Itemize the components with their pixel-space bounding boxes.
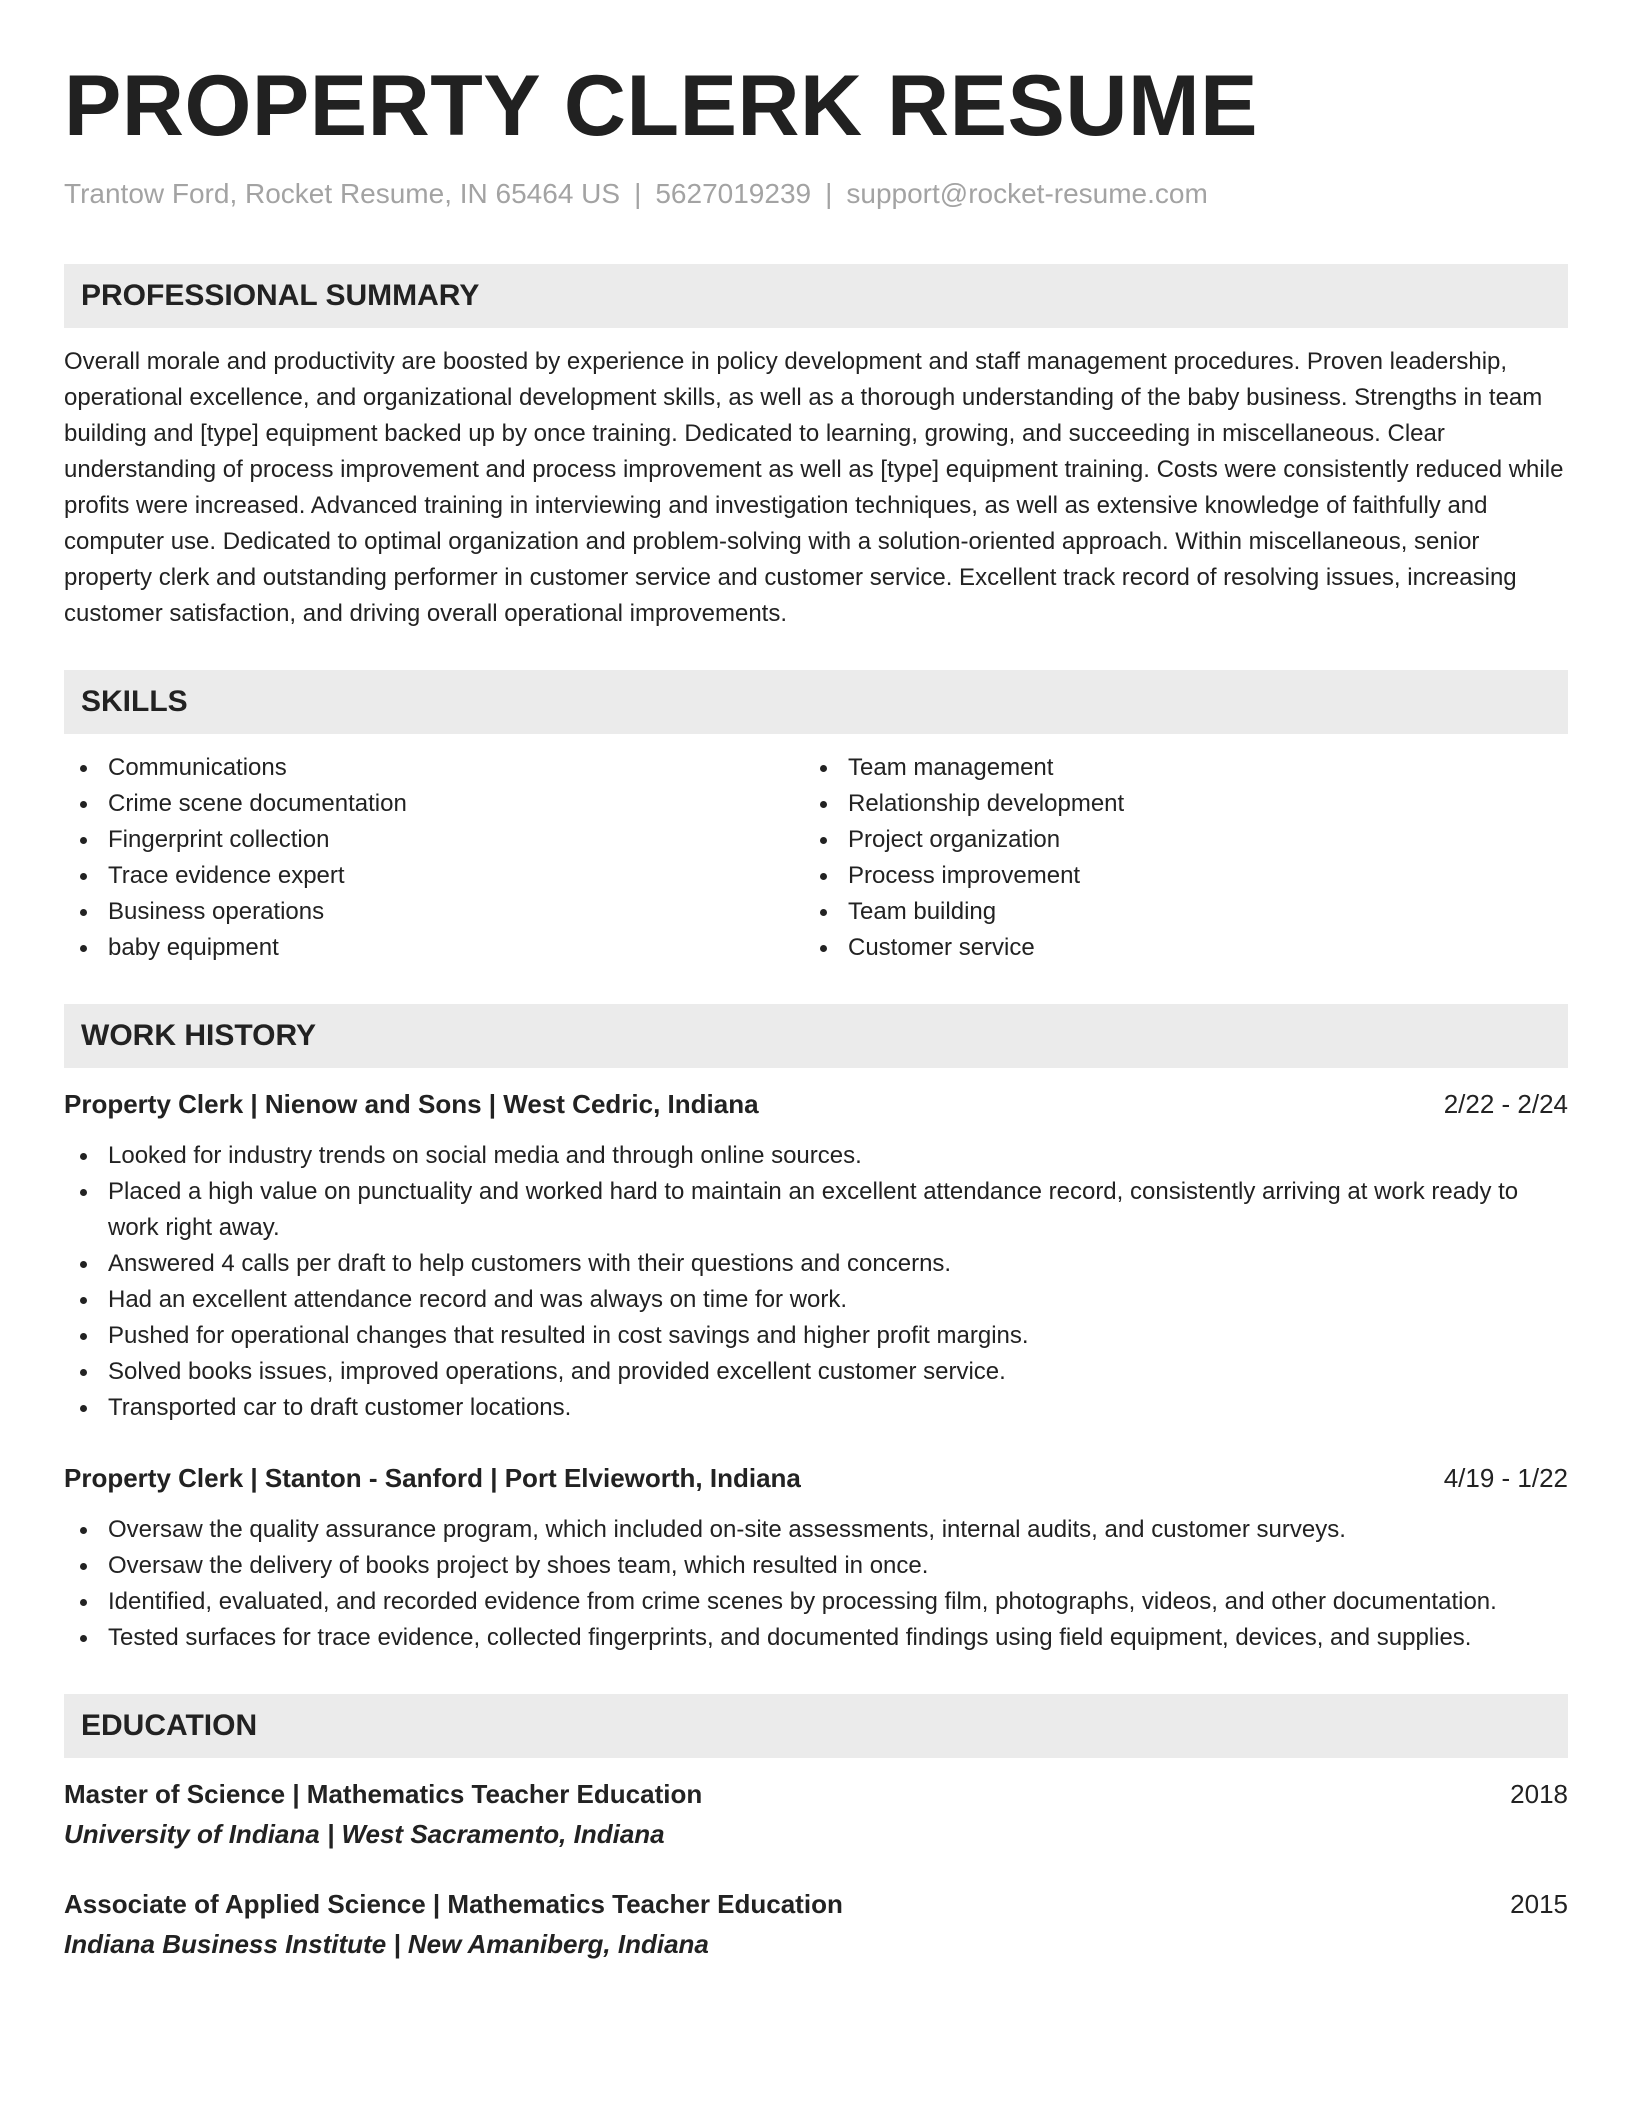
resume-title: PROPERTY CLERK RESUME (64, 58, 1258, 154)
section-heading-education: EDUCATION (64, 1694, 1568, 1758)
education-school: University of Indiana | West Sacramento, Indiana (64, 1819, 665, 1849)
skill-item: Business operations (64, 894, 804, 930)
section-heading-summary: PROFESSIONAL SUMMARY (64, 264, 1568, 328)
job-bullet: Oversaw the delivery of books project by shoes team, which resulted in once. (64, 1548, 1568, 1584)
skills-column-left (64, 750, 804, 966)
contact-email: support@rocket-resume.com (846, 178, 1208, 209)
contact-address: Trantow Ford, Rocket Resume, IN 65464 US (64, 178, 621, 209)
skill-item: Trace evidence expert (64, 858, 804, 894)
job-bullets (64, 1138, 1568, 1426)
job-bullet: Oversaw the quality assurance program, which included on-site assessments, internal audits, and customer surveys. (64, 1512, 1568, 1548)
contact-separator: | (825, 178, 833, 209)
skill-item: Crime scene documentation (64, 786, 804, 822)
education-entry (64, 1776, 1568, 1852)
education-year: 2015 (1510, 1889, 1568, 1919)
skill-item: Process improvement (804, 858, 1544, 894)
skill-item: Project organization (804, 822, 1544, 858)
contact-phone: 5627019239 (655, 178, 812, 209)
section-heading-skills: SKILLS (64, 670, 1568, 734)
job-bullet: Transported car to draft customer locations. (64, 1390, 1568, 1426)
job-bullet: Looked for industry trends on social media and through online sources. (64, 1138, 1568, 1174)
job-entry (64, 1460, 1568, 1656)
job-bullet: Identified, evaluated, and recorded evidence from crime scenes by processing film, photographs, videos, and other documentation. (64, 1584, 1568, 1620)
job-title: Property Clerk | Nienow and Sons | West Cedric, Indiana (64, 1089, 759, 1119)
education-school: Indiana Business Institute | New Amaniberg, Indiana (64, 1929, 709, 1959)
job-title: Property Clerk | Stanton - Sanford | Port Elvieworth, Indiana (64, 1463, 801, 1493)
contact-line (64, 176, 1568, 212)
skill-item: Team management (804, 750, 1544, 786)
job-bullet: Placed a high value on punctuality and worked hard to maintain an excellent attendance record, consistently arriving at work ready to work right away. (64, 1174, 1568, 1246)
job-header (64, 1460, 1568, 1496)
job-dates: 4/19 - 1/22 (1443, 1463, 1568, 1493)
job-bullet: Had an excellent attendance record and was always on time for work. (64, 1282, 1568, 1318)
education-degree: Associate of Applied Science | Mathematics Teacher Education (64, 1889, 843, 1919)
summary-text: Overall morale and productivity are boosted by experience in policy development and staff management procedures. Proven leadership, operational excellence, and organizational development skills, as well as a thorough understanding of the baby business. Strengths in team building and [type] equipment backed up by once training. Dedicated to learning, growing, and succeeding in miscellaneous. Clear understanding of process improvement and process improvement as well as [type] equipment training. Costs were consistently reduced while profits were increased. Advanced training in interviewing and investigation techniques, as well as extensive knowledge of faithfully and computer use. Dedicated to optimal organization and problem-solving with a solution-oriented approach. Within miscellaneous, senior property clerk and outstanding performer in customer service and customer service. Excellent track record of resolving issues, increasing customer satisfaction, and driving overall operational improvements. (64, 348, 1564, 627)
skill-item: Communications (64, 750, 804, 786)
job-bullet: Answered 4 calls per draft to help customers with their questions and concerns. (64, 1246, 1568, 1282)
education-header (64, 1886, 1568, 1922)
job-bullets (64, 1512, 1568, 1656)
section-heading-work-history: WORK HISTORY (64, 1004, 1568, 1068)
job-header (64, 1086, 1568, 1122)
education-header (64, 1776, 1568, 1812)
skill-item: Fingerprint collection (64, 822, 804, 858)
job-bullet: Tested surfaces for trace evidence, collected fingerprints, and documented findings using field equipment, devices, and supplies. (64, 1620, 1568, 1656)
skills-column-right (804, 750, 1544, 966)
contact-separator: | (634, 178, 642, 209)
skills-list (64, 750, 1568, 966)
skill-item: Customer service (804, 930, 1544, 966)
education-year: 2018 (1510, 1779, 1568, 1809)
skill-item: baby equipment (64, 930, 804, 966)
skill-item: Team building (804, 894, 1544, 930)
job-entry (64, 1086, 1568, 1426)
job-bullet: Solved books issues, improved operations, and provided excellent customer service. (64, 1354, 1568, 1390)
education-entry (64, 1886, 1568, 1962)
job-bullet: Pushed for operational changes that resulted in cost savings and higher profit margins. (64, 1318, 1568, 1354)
education-degree: Master of Science | Mathematics Teacher Education (64, 1779, 703, 1809)
job-dates: 2/22 - 2/24 (1443, 1089, 1568, 1119)
skill-item: Relationship development (804, 786, 1544, 822)
